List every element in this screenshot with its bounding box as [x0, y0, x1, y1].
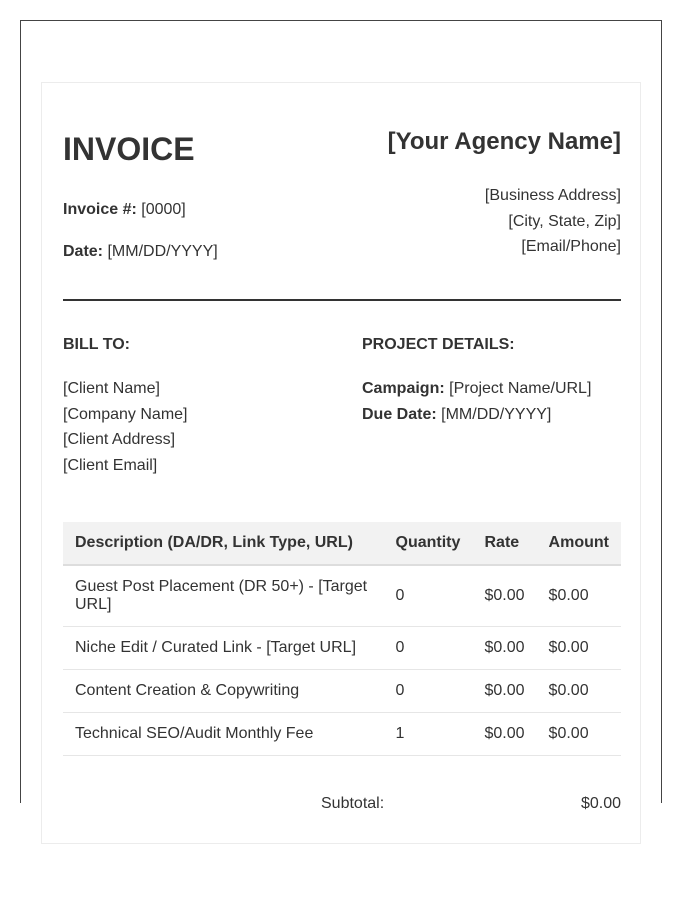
row-amount: $0.00 [537, 565, 621, 627]
row-description: Niche Edit / Curated Link - [Target URL] [63, 627, 384, 670]
agency-name: [Your Agency Name] [387, 128, 621, 155]
row-quantity: 1 [384, 713, 473, 756]
invoice-number-label: Invoice #: [63, 201, 137, 218]
due-date-line [362, 402, 591, 428]
subtotal-value: $0.00 [580, 795, 621, 812]
client-name: [Client Name] [63, 380, 160, 397]
project-details-block [362, 376, 591, 427]
campaign-value: [Project Name/URL] [449, 380, 592, 397]
table-header-row [63, 522, 621, 565]
agency-address-line: [Business Address] [484, 187, 621, 204]
invoice-title: INVOICE [63, 131, 195, 167]
table-row [63, 565, 621, 627]
row-description: Guest Post Placement (DR 50+) - [Target URL] [63, 565, 384, 627]
agency-contact-line: [Email/Phone] [521, 238, 621, 255]
table-row [63, 713, 621, 756]
client-email: [Client Email] [63, 457, 158, 475]
row-quantity: 0 [384, 670, 473, 713]
line-items-table [63, 522, 621, 756]
agency-city-line: [City, State, Zip] [508, 212, 621, 230]
row-quantity: 0 [384, 627, 473, 670]
row-amount: $0.00 [537, 670, 621, 713]
table-row [63, 670, 621, 713]
document-frame [20, 20, 662, 812]
header-description: Description (DA/DR, Link Type, URL) [63, 522, 384, 565]
company-name: [Company Name] [63, 405, 188, 423]
due-date-value: [MM/DD/YYYY] [441, 405, 552, 423]
bill-to-block [63, 376, 188, 479]
row-rate: $0.00 [473, 627, 537, 670]
row-rate: $0.00 [473, 565, 537, 627]
row-rate: $0.00 [473, 713, 537, 756]
project-details-heading: PROJECT DETAILS: [362, 336, 515, 353]
campaign-label: Campaign: [362, 380, 445, 397]
row-description: Content Creation & Copywriting [63, 670, 384, 713]
invoice-page [41, 82, 641, 844]
invoice-date-label: Date: [63, 243, 104, 260]
header-amount: Amount [537, 522, 621, 565]
header-rate: Rate [473, 522, 537, 565]
agency-address [485, 183, 621, 260]
row-rate: $0.00 [473, 670, 537, 713]
invoice-number-value: [0000] [141, 201, 186, 218]
table-row [63, 627, 621, 670]
campaign-line [362, 376, 591, 402]
invoice-date [63, 242, 218, 262]
subtotal-label: Subtotal: [321, 795, 385, 812]
row-quantity: 0 [384, 565, 473, 627]
due-date-label: Due Date: [362, 405, 437, 423]
header-divider [63, 299, 621, 301]
invoice-date-value: [MM/DD/YYYY] [107, 243, 218, 260]
header-quantity: Quantity [384, 522, 473, 565]
invoice-number [63, 200, 186, 220]
bill-to-heading: BILL TO: [63, 336, 130, 353]
row-description: Technical SEO/Audit Monthly Fee [63, 713, 384, 756]
row-amount: $0.00 [537, 627, 621, 670]
client-address: [Client Address] [63, 431, 176, 449]
row-amount: $0.00 [537, 713, 621, 756]
